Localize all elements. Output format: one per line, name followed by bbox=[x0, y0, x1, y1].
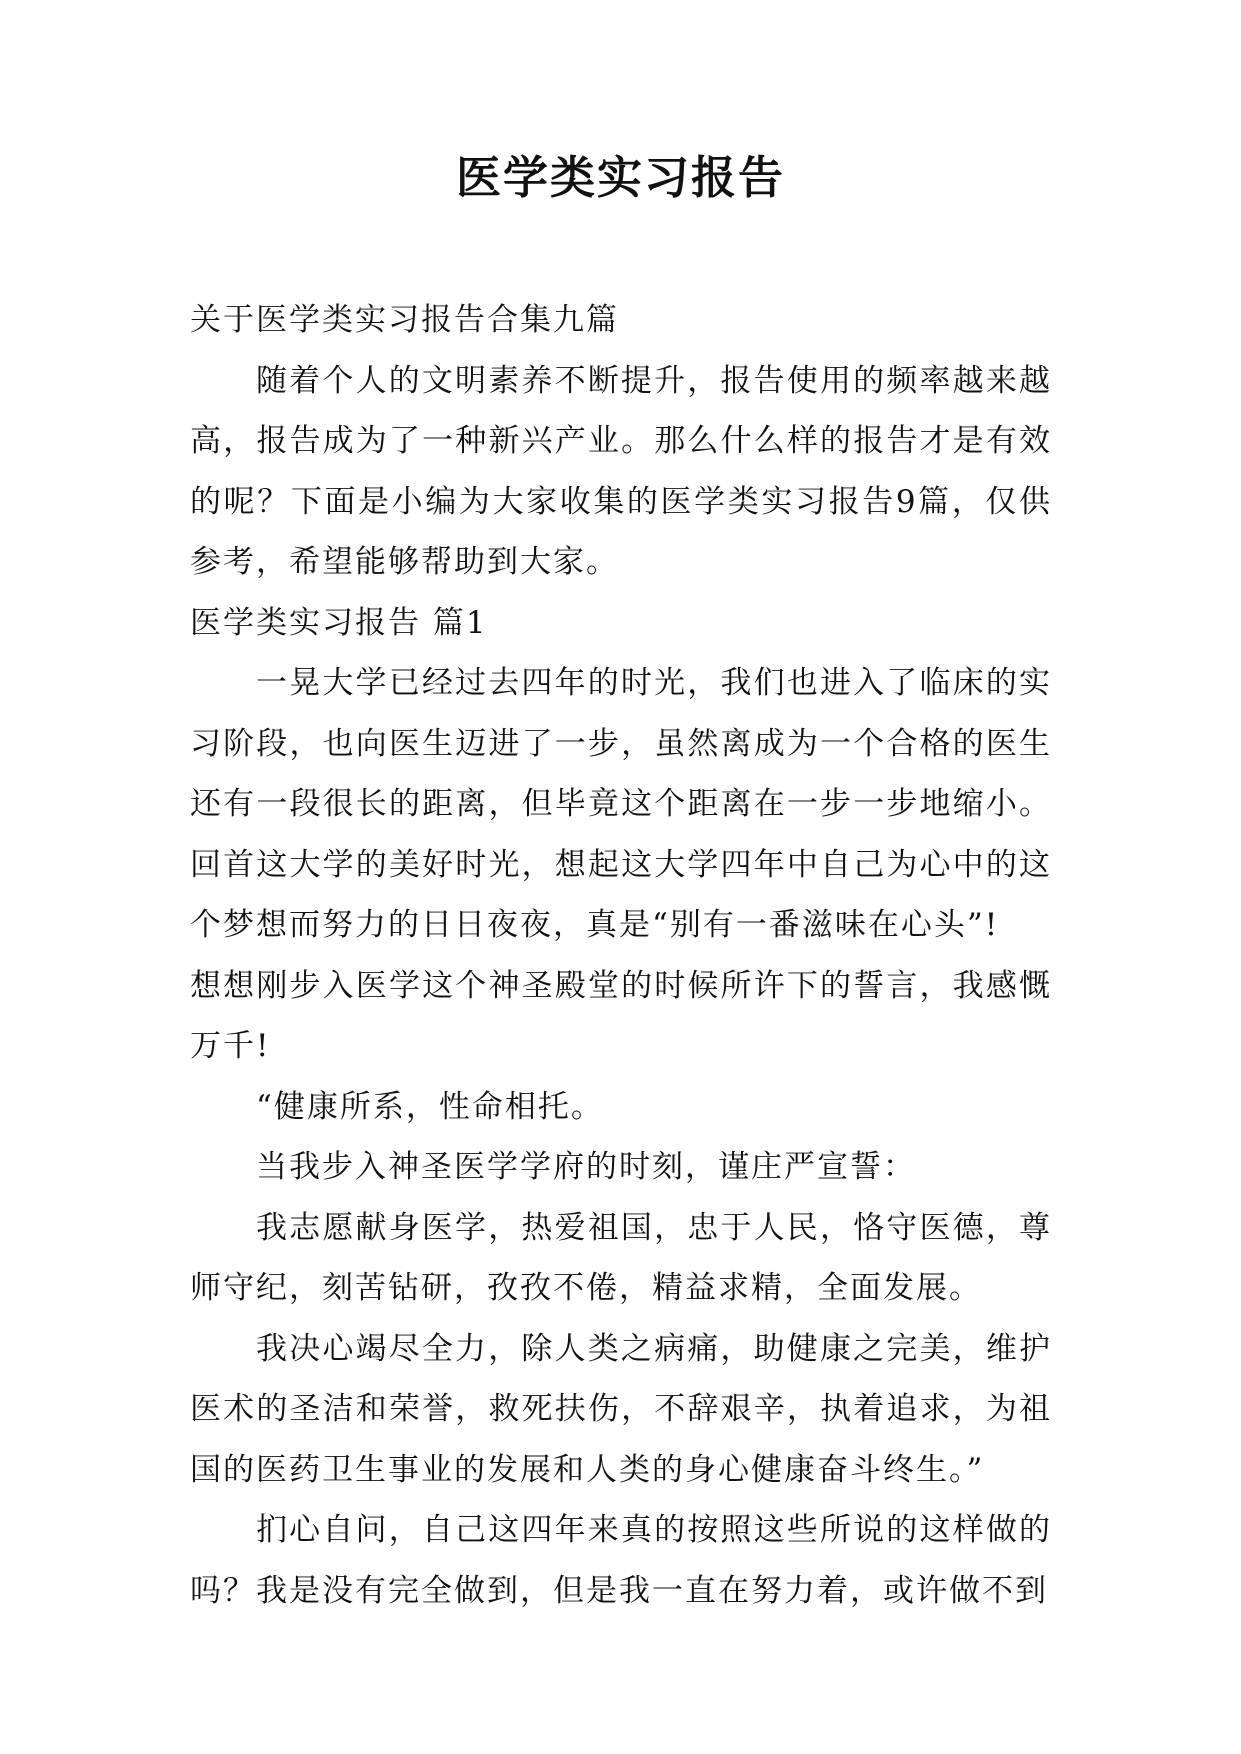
oath-paragraph: 当我步入神圣医学学府的时刻，谨庄严宣誓： bbox=[256, 1149, 916, 1185]
document-body bbox=[190, 290, 1052, 1621]
oath-paragraph: 我决心竭尽全力，除人类之病痛，助健康之完美，维护医术的圣洁和荣誉，救死扶伤，不辞艰辛，执着追求，为祖国的医药卫生事业的发展和人类的身心健康奋斗终生。” bbox=[190, 1330, 1052, 1488]
oath-paragraph: 我志愿献身医学，热爱祖国，忠于人民，恪守医德，尊师守纪，刻苦钻研，孜孜不倦，精益求精，全面发展。 bbox=[190, 1209, 1052, 1306]
body-paragraph: 一晃大学已经过去四年的时光，我们也进入了临床的实习阶段，也向医生迈进了一步，虽然离成为一个合格的医生还有一段很长的距离，但毕竟这个距离在一步一步地缩小。回首这大学的美好时光，想起这大学四年中自己为心中的这个梦想而努力的日日夜夜，真是“别有一番滋味在心头”! bbox=[190, 665, 1052, 943]
section-heading-1: 医学类实习报告 篇1 bbox=[190, 604, 488, 641]
body-paragraph: 想想刚步入医学这个神圣殿堂的时候所许下的誓言，我感慨万千! bbox=[190, 967, 1052, 1064]
collection-heading: 关于医学类实习报告合集九篇 bbox=[190, 302, 619, 338]
body-paragraph: 扪心自问，自己这四年来真的按照这些所说的这样做的吗？我是没有完全做到，但是我一直在努力着，或许做不到 bbox=[190, 1512, 1052, 1609]
document-title: 医学类实习报告 bbox=[455, 151, 785, 204]
oath-paragraph: “健康所系，性命相托。 bbox=[256, 1088, 604, 1125]
intro-paragraph: 随着个人的文明素养不断提升，报告使用的频率越来越高，报告成为了一种新兴产业。那么什么样的报告才是有效的呢？下面是小编为大家收集的医学类实习报告9篇，仅供参考，希望能够帮助到大家。 bbox=[190, 362, 1052, 580]
